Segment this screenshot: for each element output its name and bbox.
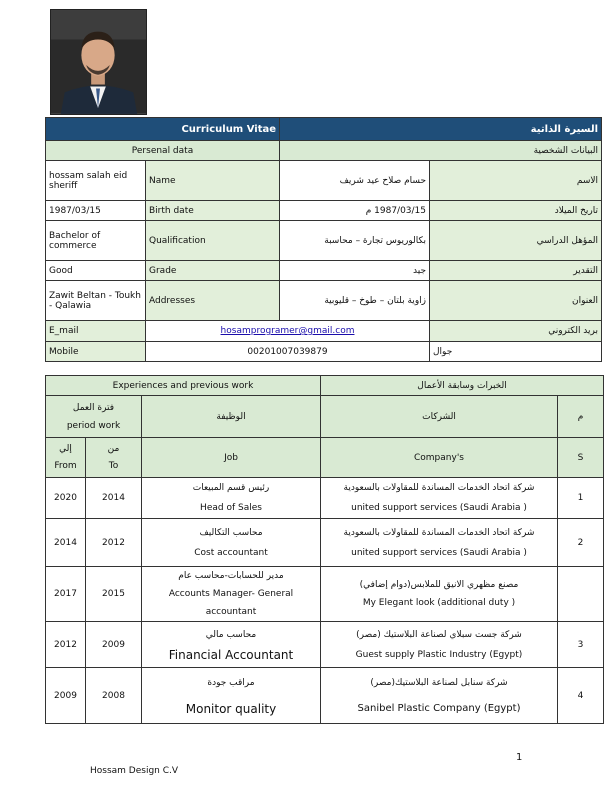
period-ar: فترة العمل xyxy=(72,402,115,413)
job-en-cell: Accounts Manager- General accountant xyxy=(168,589,294,617)
qualification-label-ar: المؤهل الدراسي xyxy=(430,221,602,261)
qualification-label-en: Qualification xyxy=(146,221,280,261)
job-ar-header: الوظيفة xyxy=(142,396,321,438)
name-value-en: hossam salah eid sheriff xyxy=(46,161,146,201)
company-ar-cell: مصنع مظهري الانيق للملابس(دوام إضافي) xyxy=(359,580,519,590)
to-cell: 2008 xyxy=(86,668,142,724)
address-value-en: Zawit Beltan - Toukh - Qalawia xyxy=(46,281,146,321)
company-en-cell: My Elegant look (additional duty ) xyxy=(362,598,516,608)
job-en-cell: Head of Sales xyxy=(200,503,262,513)
table-row xyxy=(46,668,604,724)
grade-value-ar: جيد xyxy=(280,261,430,281)
s-cell: 1 xyxy=(558,478,604,519)
cv-title-en: Curriculum Vitae xyxy=(46,118,280,141)
exp-title-ar: الخبرات وسابقة الأعمال xyxy=(321,376,604,396)
email-label-ar: بريد الكتروني xyxy=(430,321,602,342)
address-label-en: Addresses xyxy=(146,281,280,321)
from-cell: 2012 xyxy=(46,622,86,668)
to-cell: 2009 xyxy=(86,622,142,668)
period-en: period work xyxy=(66,420,121,431)
company-en-cell: Guest supply Plastic Industry (Egypt) xyxy=(355,649,523,660)
mobile-label-ar: جوال xyxy=(430,342,602,362)
company-ar-cell: شركة اتحاد الخدمات المساندة للمقاولات بالسعودية xyxy=(343,527,535,538)
s-en-header: S xyxy=(558,438,604,478)
job-ar-cell: مدير للحسابات-محاسب عام xyxy=(178,571,284,581)
name-label-en: Name xyxy=(146,161,280,201)
s-cell xyxy=(558,567,604,622)
name-value-ar: حسام صلاح عيد شريف xyxy=(280,161,430,201)
company-ar-cell: شركة سنابل لصناعة البلاستيك(مصر) xyxy=(370,677,508,688)
person-photo-icon xyxy=(51,10,146,114)
job-ar-cell: محاسب مالي xyxy=(205,629,257,640)
job-en-cell: Monitor quality xyxy=(185,701,277,716)
birthdate-value-ar: 1987/03/15 م xyxy=(280,201,430,221)
page-number: 1 xyxy=(516,752,523,763)
profile-photo xyxy=(50,9,147,115)
m-ar-header: م xyxy=(558,396,604,438)
to-cell: 2014 xyxy=(86,478,142,519)
from-cell: 2020 xyxy=(46,478,86,519)
grade-value-en: Good xyxy=(46,261,146,281)
email-link[interactable]: hosamprogramer@gmail.com xyxy=(220,326,355,336)
s-cell: 4 xyxy=(558,668,604,724)
company-en-header: Company's xyxy=(321,438,558,478)
birthdate-label-en: Birth date xyxy=(146,201,280,221)
address-label-ar: العنوان xyxy=(430,281,602,321)
experience-table xyxy=(45,375,604,724)
birthdate-value-en: 1987/03/15 xyxy=(46,201,146,221)
s-cell: 3 xyxy=(558,622,604,668)
s-cell: 2 xyxy=(558,519,604,567)
from-cell: 2014 xyxy=(46,519,86,567)
companies-ar-header: الشركات xyxy=(321,396,558,438)
personal-data-en: Persenal data xyxy=(46,141,280,161)
from-cell: 2009 xyxy=(46,668,86,724)
to-cell: 2012 xyxy=(86,519,142,567)
qualification-value-ar: بكالوريوس تجارة – محاسبة xyxy=(280,221,430,261)
table-row xyxy=(46,478,604,519)
qualification-value-en: Bachelor of commerce xyxy=(46,221,146,261)
to-cell: 2015 xyxy=(86,567,142,622)
from-en-header: From xyxy=(54,460,77,471)
table-row xyxy=(46,622,604,668)
mobile-label-en: Mobile xyxy=(46,342,146,362)
job-ar-cell: رئيس قسم المبيعات xyxy=(192,483,270,493)
job-ar-cell: مراقب جودة xyxy=(207,677,255,688)
personal-data-table xyxy=(45,117,602,362)
company-en-cell: Sanibel Plastic Company (Egypt) xyxy=(357,702,521,714)
grade-label-ar: التقدير xyxy=(430,261,602,281)
cv-title-ar: السيرة الذاتية xyxy=(280,118,602,141)
name-label-ar: الاسم xyxy=(430,161,602,201)
personal-data-ar: البيانات الشخصية xyxy=(280,141,602,161)
job-en-header: Job xyxy=(142,438,321,478)
mobile-value: 00201007039879 xyxy=(146,342,430,362)
table-row xyxy=(46,567,604,622)
to-ar-header: إلي xyxy=(59,443,72,454)
job-en-cell: Cost accountant xyxy=(194,547,268,558)
grade-label-en: Grade xyxy=(146,261,280,281)
birthdate-label-ar: تاريخ الميلاد xyxy=(430,201,602,221)
job-ar-cell: محاسب التكاليف xyxy=(199,527,263,538)
address-value-ar: زاوية بلتان – طوخ – قليوبية xyxy=(280,281,430,321)
footer-text: Hossam Design C.V xyxy=(90,766,179,776)
from-cell: 2017 xyxy=(46,567,86,622)
table-row xyxy=(46,519,604,567)
email-label-en: E_mail xyxy=(46,321,146,342)
exp-title-en: Experiences and previous work xyxy=(46,376,321,396)
company-ar-cell: شركة اتحاد الخدمات المساندة للمقاولات بالسعودية xyxy=(343,483,535,493)
from-ar-header: من xyxy=(107,443,120,454)
job-en-cell: Financial Accountant xyxy=(168,647,294,662)
company-en-cell: united support services (Saudi Arabia ) xyxy=(351,503,527,513)
company-ar-cell: شركة جست سبلاي لصناعة البلاستيك (مصر) xyxy=(356,629,522,640)
to-en-header: To xyxy=(108,460,119,471)
company-en-cell: united support services (Saudi Arabia ) xyxy=(351,547,527,558)
